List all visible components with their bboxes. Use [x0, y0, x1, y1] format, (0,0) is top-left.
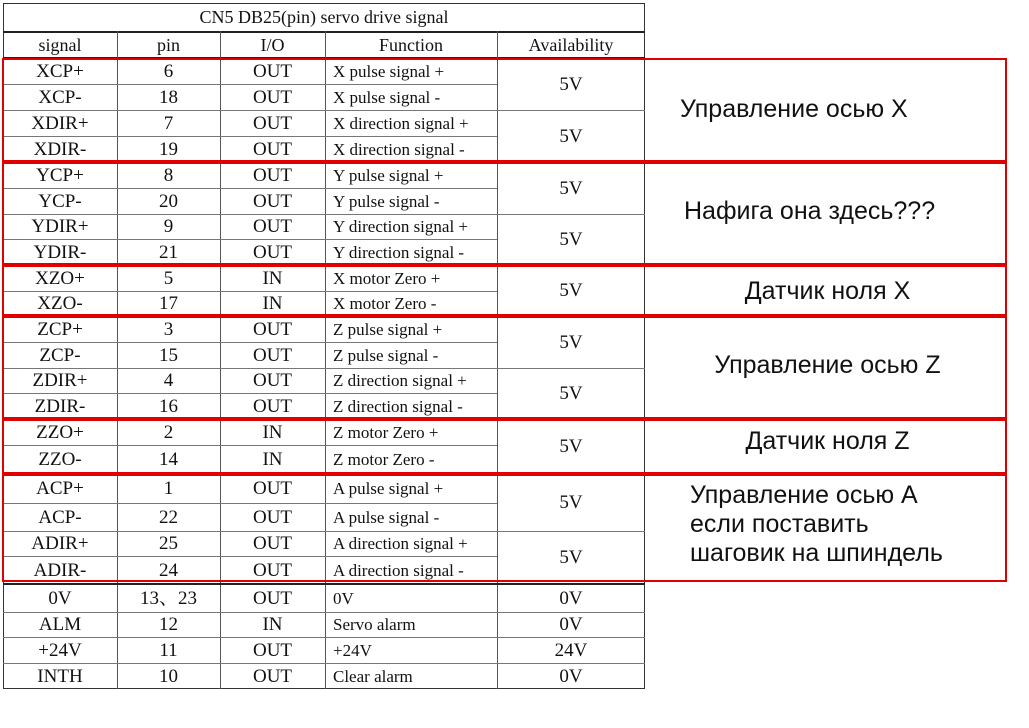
io-cell: OUT	[252, 665, 293, 687]
annotation-line: Нафига она здесь???	[684, 197, 936, 225]
pin-cell: 25	[159, 533, 178, 554]
signal-cell: YCP+	[36, 164, 84, 186]
function-cell: A pulse signal -	[333, 507, 440, 527]
availability-cell: 0V	[559, 614, 583, 635]
pin-cell: 19	[159, 138, 178, 160]
io-cell: OUT	[252, 533, 293, 554]
io-cell: OUT	[252, 344, 293, 366]
function-cell: 0V	[333, 588, 354, 608]
availability-cell: 0V	[559, 665, 583, 687]
io-cell: OUT	[252, 318, 293, 340]
header-io: I/O	[260, 34, 285, 55]
annotation-line: Управление осью X	[680, 95, 908, 123]
signal-cell: XZO+	[35, 267, 85, 289]
pin-cell: 11	[159, 639, 178, 661]
function-cell: X direction signal +	[333, 113, 469, 133]
signal-cell: ZCP+	[37, 318, 83, 340]
pin-cell: 24	[159, 559, 178, 581]
signal-cell: ACP-	[38, 506, 82, 528]
signal-cell: ADIR+	[31, 533, 89, 554]
function-cell: Z direction signal +	[333, 371, 467, 390]
pin-cell: 17	[159, 293, 178, 314]
io-cell: OUT	[252, 138, 293, 160]
pin-cell: 6	[163, 60, 174, 82]
pin-cell: 3	[163, 318, 174, 340]
function-cell: Y direction signal -	[333, 242, 465, 262]
pin-cell: 12	[159, 614, 178, 635]
pin-cell: 18	[159, 86, 178, 108]
function-cell: X pulse signal -	[333, 87, 441, 107]
io-cell: OUT	[252, 478, 293, 499]
signal-cell: YDIR+	[31, 216, 89, 237]
io-cell: IN	[262, 293, 283, 314]
io-cell: OUT	[252, 559, 293, 581]
io-cell: IN	[262, 421, 283, 443]
header-availability: Availability	[528, 34, 614, 55]
function-cell: Y pulse signal +	[333, 165, 444, 185]
signal-cell: ACP+	[36, 478, 84, 499]
signal-cell: ADIR-	[33, 559, 87, 581]
availability-merged-cell: 5V	[559, 492, 583, 513]
annotation-line: Датчик ноля Z	[745, 427, 910, 455]
annotation-line: шаговик на шпиндель	[690, 539, 943, 567]
function-cell: X motor Zero +	[333, 268, 441, 288]
annotation-line: Управление осью A	[690, 481, 918, 509]
pin-cell: 15	[159, 344, 178, 366]
signal-cell: XDIR+	[31, 112, 89, 134]
io-cell: OUT	[252, 639, 293, 661]
availability-merged-cell: 5V	[559, 331, 583, 353]
function-cell: Clear alarm	[333, 666, 413, 686]
function-cell: X pulse signal +	[333, 61, 445, 81]
function-cell: Y direction signal +	[333, 217, 469, 236]
annotation-x-axis-control	[650, 95, 1005, 124]
availability-merged-cell: 5V	[559, 436, 583, 457]
signal-cell: XDIR-	[33, 138, 87, 160]
io-cell: IN	[262, 449, 283, 470]
availability-merged-cell: 5V	[559, 229, 583, 250]
function-cell: A direction signal -	[333, 560, 464, 580]
function-cell: A direction signal +	[333, 534, 468, 553]
signal-cell: +24V	[38, 639, 82, 661]
function-cell: Y pulse signal -	[333, 191, 440, 211]
availability-merged-cell: 5V	[559, 177, 583, 199]
function-cell: Z direction signal -	[333, 396, 463, 416]
io-cell: OUT	[252, 60, 293, 82]
pin-cell: 5	[163, 267, 174, 289]
pin-cell: 16	[159, 395, 178, 417]
io-cell: OUT	[252, 506, 293, 528]
table-title: CN5 DB25(pin) servo drive signal	[199, 7, 449, 27]
annotation-line: Датчик ноля X	[744, 277, 911, 305]
pin-cell: 1	[163, 478, 174, 499]
signal-cell: XCP-	[38, 86, 82, 108]
signal-cell: XCP+	[36, 60, 84, 82]
signal-cell: YCP-	[38, 190, 82, 212]
pin-cell: 8	[163, 164, 174, 186]
availability-merged-cell: 5V	[559, 125, 583, 147]
availability-merged-cell: 5V	[559, 383, 583, 404]
annotation-line: если поставить	[690, 510, 869, 538]
signal-cell: INTH	[37, 665, 83, 687]
annotation-a-axis-control	[650, 481, 1005, 568]
annotation-z-zero-sensor	[650, 427, 1005, 456]
availability-merged-cell: 5V	[559, 280, 583, 301]
annotation-why-here	[650, 197, 1005, 226]
function-cell: A pulse signal +	[333, 479, 444, 498]
annotation-x-zero-sensor	[650, 277, 1005, 306]
io-cell: OUT	[252, 395, 293, 417]
annotation-line: Управление осью Z	[714, 351, 941, 379]
function-cell: Z pulse signal -	[333, 345, 439, 365]
pin-cell: 21	[159, 241, 178, 263]
pin-cell: 13、23	[139, 587, 197, 609]
function-cell: Z pulse signal +	[333, 319, 443, 339]
signal-cell: ZCP-	[39, 344, 81, 366]
signal-cell: ZDIR-	[34, 395, 86, 417]
io-cell: OUT	[252, 370, 293, 391]
io-cell: OUT	[252, 190, 293, 212]
availability-cell: 24V	[554, 639, 588, 661]
function-cell: Servo alarm	[333, 615, 416, 634]
header-pin: pin	[156, 34, 180, 55]
pin-cell: 20	[159, 190, 178, 212]
pin-cell: 4	[163, 370, 174, 391]
function-cell: X motor Zero -	[333, 294, 437, 313]
availability-merged-cell: 5V	[559, 73, 583, 95]
io-cell: IN	[262, 614, 283, 635]
function-cell: X direction signal -	[333, 139, 465, 159]
io-cell: OUT	[252, 164, 293, 186]
pin-cell: 7	[163, 112, 174, 134]
signal-cell: YDIR-	[33, 241, 87, 263]
annotation-z-axis-control	[650, 351, 1005, 380]
availability-merged-cell: 5V	[559, 547, 583, 568]
signal-cell: 0V	[48, 587, 72, 609]
io-cell: IN	[262, 267, 283, 289]
pin-cell: 2	[163, 421, 174, 443]
io-cell: OUT	[252, 587, 293, 609]
io-cell: OUT	[252, 241, 293, 263]
io-cell: OUT	[252, 86, 293, 108]
function-cell: Z motor Zero +	[333, 422, 439, 442]
header-signal: signal	[38, 34, 82, 55]
function-cell: Z motor Zero -	[333, 450, 435, 469]
signal-cell: ALM	[38, 614, 82, 635]
signal-cell: ZZO-	[38, 449, 82, 470]
pin-cell: 9	[163, 216, 174, 237]
io-cell: OUT	[252, 216, 293, 237]
pin-cell: 14	[159, 449, 178, 470]
io-cell: OUT	[252, 112, 293, 134]
signal-cell: XZO-	[37, 293, 83, 314]
pin-cell: 10	[159, 665, 178, 687]
pin-cell: 22	[159, 506, 178, 528]
signal-cell: ZZO+	[36, 421, 84, 443]
signal-cell: ZDIR+	[32, 370, 88, 391]
header-function: Function	[378, 34, 443, 55]
function-cell: +24V	[333, 640, 372, 660]
availability-cell: 0V	[559, 587, 583, 609]
